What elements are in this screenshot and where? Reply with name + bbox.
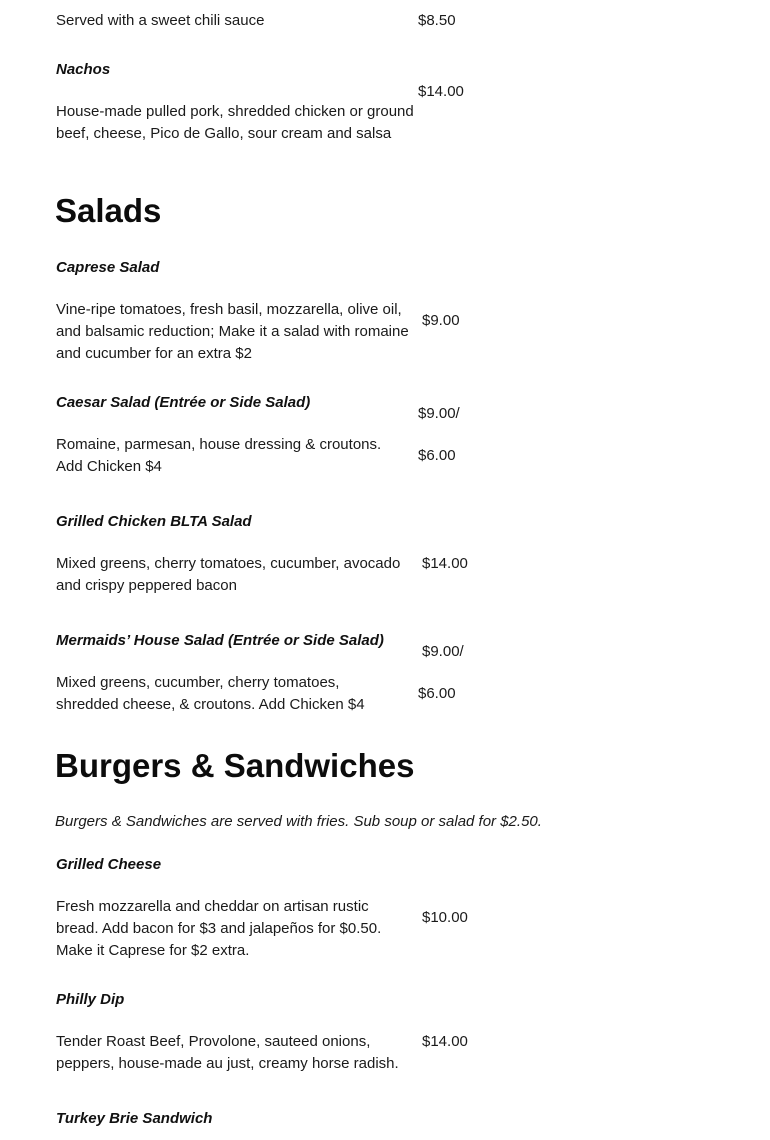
- menu-item-price-house-salad-side: $6.00: [418, 685, 456, 702]
- menu-item-description-house-salad: Mixed greens, cucumber, cherry tomatoes, shredded cheese, & croutons. Add Chicken $4: [56, 674, 365, 713]
- menu-item-description-grilled-cheese: Fresh mozzarella and cheddar on artisan rustic bread. Add bacon for $3 and jalapeños for $0.50. Make it Caprese for $2 extra.: [56, 898, 382, 959]
- section-title-burgers: Burgers & Sandwiches: [55, 747, 415, 784]
- menu-item-name-grilled-cheese: Grilled Cheese: [56, 856, 162, 873]
- section-note-burgers: Burgers & Sandwiches are served with fries. Sub soup or salad for $2.50.: [55, 813, 542, 830]
- menu-item-price-nachos: $14.00: [418, 83, 464, 100]
- menu-item-price: $8.50: [418, 12, 456, 29]
- section-title-salads: Salads: [55, 192, 162, 229]
- menu-item-price-caprese: $9.00: [422, 312, 460, 329]
- menu-item-name-caprese: Caprese Salad: [56, 259, 160, 276]
- menu-item-name-caesar: Caesar Salad (Entrée or Side Salad): [56, 394, 311, 411]
- menu-item-description-blta: Mixed greens, cherry tomatoes, cucumber, avocado and crispy peppered bacon: [56, 555, 401, 594]
- menu-item-name-blta: Grilled Chicken BLTA Salad: [56, 513, 252, 530]
- menu-item-price-caesar-side: $6.00: [418, 447, 456, 464]
- menu-item-name-philly-dip: Philly Dip: [56, 991, 125, 1008]
- menu-item-description-caprese: Vine-ripe tomatoes, fresh basil, mozzarella, olive oil, and balsamic reduction; Make it a salad with romaine and cucumber for an extra $2: [56, 301, 409, 362]
- menu-item-description: Served with a sweet chili sauce: [56, 12, 265, 29]
- menu-item-name-house-salad: Mermaids’ House Salad (Entrée or Side Salad): [56, 632, 384, 649]
- menu-item-name-nachos: Nachos: [56, 61, 111, 78]
- menu-item-price-caesar-entree: $9.00/: [418, 405, 460, 422]
- menu-item-description-philly-dip: Tender Roast Beef, Provolone, sauteed onions, peppers, house-made au just, creamy horse radish.: [56, 1033, 399, 1072]
- menu-item-price-blta: $14.00: [422, 555, 468, 572]
- menu-item-price-philly-dip: $14.00: [422, 1033, 468, 1050]
- menu-item-name-turkey-brie: Turkey Brie Sandwich: [56, 1110, 213, 1127]
- menu-item-price-grilled-cheese: $10.00: [422, 909, 468, 926]
- menu-item-description-nachos: House-made pulled pork, shredded chicken or ground beef, cheese, Pico de Gallo, sour cream and salsa: [56, 103, 414, 142]
- menu-item-price-house-salad-entree: $9.00/: [422, 643, 464, 660]
- menu-item-description-caesar: Romaine, parmesan, house dressing & croutons. Add Chicken $4: [56, 436, 382, 475]
